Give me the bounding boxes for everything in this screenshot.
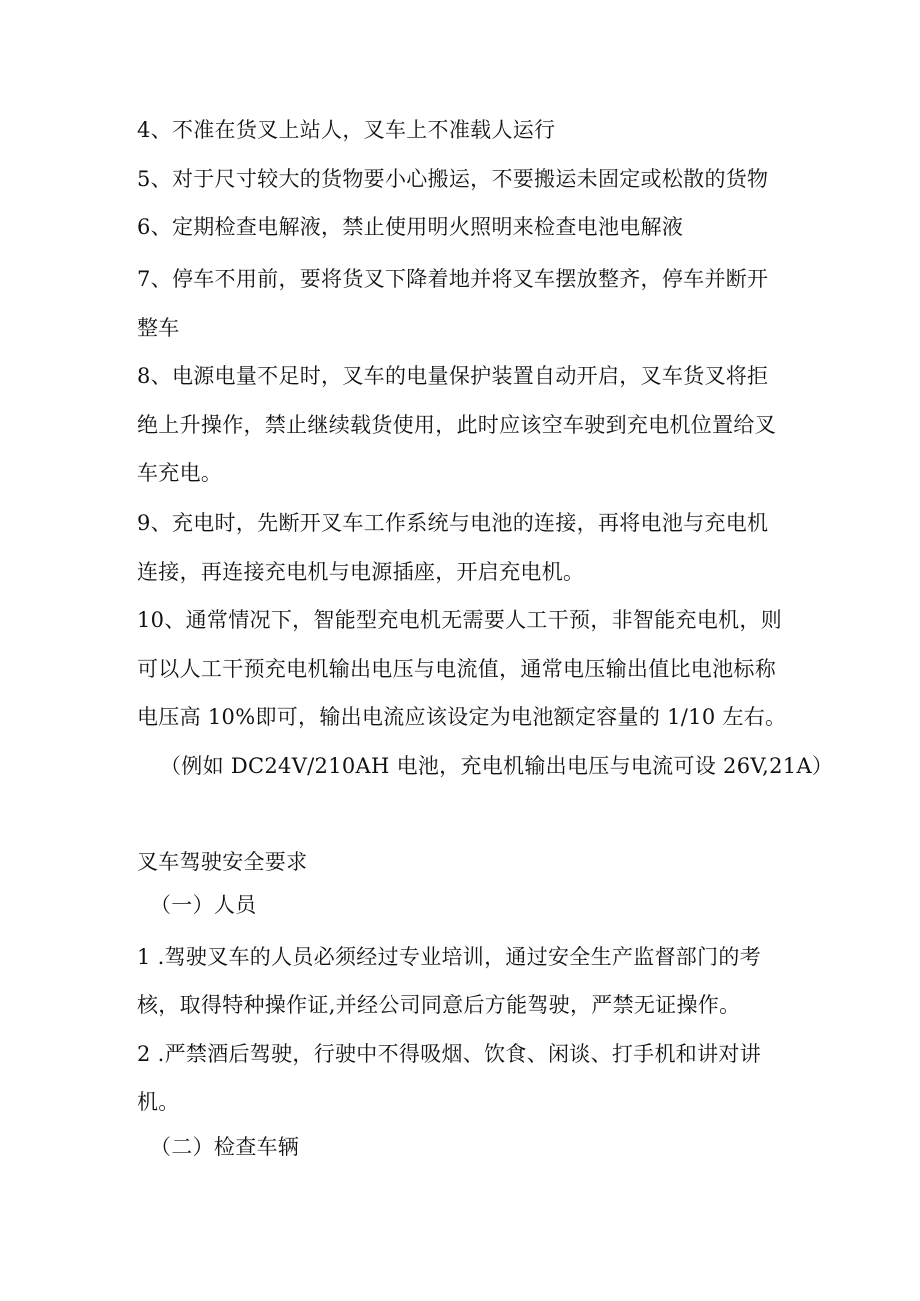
rule-item-10-line-1: 10、通常情况下，智能型充电机无需要人工干预，非智能充电机，则 xyxy=(137,608,783,632)
rule-item-5: 5、对于尺寸较大的货物要小心搬运，不要搬运未固定或松散的货物 xyxy=(137,167,769,191)
personnel-item-2-line-1: 2 .严禁酒后驾驶，行驶中不得吸烟、饮食、闲谈、打手机和讲对讲 xyxy=(137,1042,762,1066)
rule-item-7-line-2: 整车 xyxy=(137,316,180,340)
section-title: 叉车驾驶安全要求 xyxy=(137,850,308,874)
subsection-vehicle-check: （二）检查车辆 xyxy=(150,1135,300,1159)
rule-item-6: 6、定期检查电解液，禁止使用明火照明来检查电池电解液 xyxy=(137,215,684,239)
rule-item-10-line-2: 可以人工干预充电机输出电压与电流值，通常电压输出值比电池标称 xyxy=(137,657,776,681)
rule-item-8-line-3: 车充电。 xyxy=(137,461,223,485)
rule-item-8-line-2: 绝上升操作，禁止继续载货使用，此时应该空车驶到充电机位置给叉 xyxy=(137,413,776,437)
personnel-item-2-line-2: 机。 xyxy=(137,1090,180,1114)
subsection-personnel: （一）人员 xyxy=(150,893,257,917)
rule-item-10-line-3: 电压高 10%即可，输出电流应该设定为电池额定容量的 1/10 左右。 xyxy=(137,705,787,729)
rule-item-9-line-2: 连接，再连接充电机与电源插座，开启充电机。 xyxy=(137,560,585,584)
charging-example: （例如 DC24V/210AH 电池，充电机输出电压与电流可设 26V,21A） xyxy=(160,754,834,778)
rule-item-7-line-1: 7、停车不用前，要将货叉下降着地并将叉车摆放整齐，停车并断开 xyxy=(137,267,769,291)
personnel-item-1-line-2: 核，取得特种操作证,并经公司同意后方能驾驶，严禁无证操作。 xyxy=(137,993,741,1017)
rule-item-9-line-1: 9、充电时，先断开叉车工作系统与电池的连接，再将电池与充电机 xyxy=(137,511,769,535)
rule-item-8-line-1: 8、电源电量不足时，叉车的电量保护装置自动开启，叉车货叉将拒 xyxy=(137,364,769,388)
personnel-item-1-line-1: 1 .驾驶叉车的人员必须经过专业培训，通过安全生产监督部门的考 xyxy=(137,945,762,969)
rule-item-4: 4、不准在货叉上站人，叉车上不准载人运行 xyxy=(137,118,556,142)
